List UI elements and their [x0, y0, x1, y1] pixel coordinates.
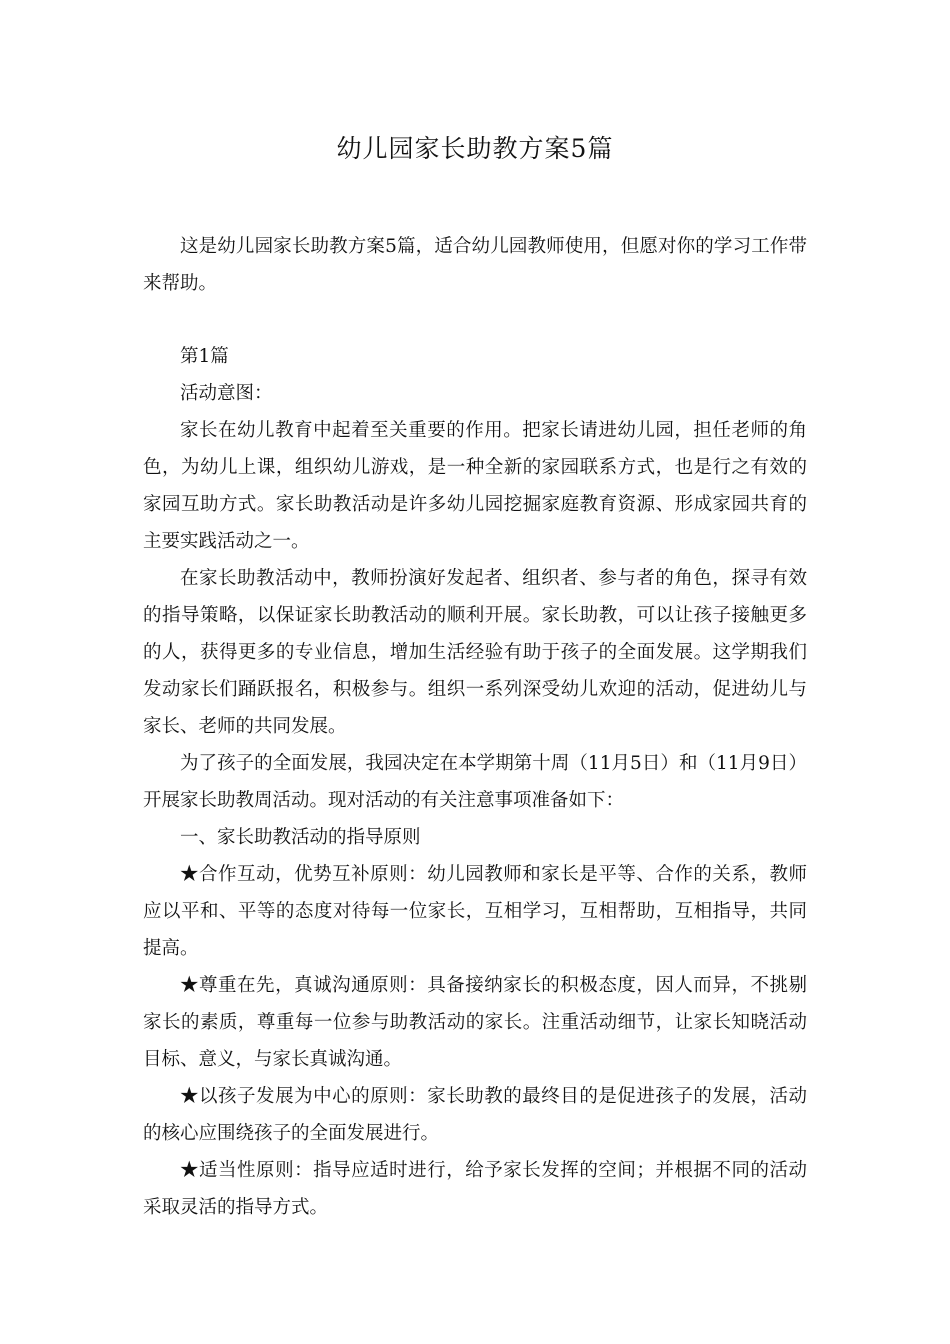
intro-section — [143, 228, 807, 302]
body-section — [143, 338, 807, 1226]
body-paragraph: 在家长助教活动中，教师扮演好发起者、组织者、参与者的角色，探寻有效的指导策略，以保证家长助教活动的顺利开展。家长助教，可以让孩子接触更多的人，获得更多的专业信息，增加生活经验有助于孩子的全面发展。这学期我们发动家长们踊跃报名，积极参与。组织一系列深受幼儿欢迎的活动，促进幼儿与家长、老师的共同发展。 — [143, 568, 807, 737]
document-title: 幼儿园家长助教方案5篇 — [336, 134, 614, 163]
body-paragraph: 家长在幼儿教育中起着至关重要的作用。把家长请进幼儿园，担任老师的角色，为幼儿上课，组织幼儿游戏，是一种全新的家园联系方式，也是行之有效的家园互助方式。家长助教活动是许多幼儿园挖掘家庭教育资源、形成家园共育的主要实践活动之一。 — [143, 420, 807, 552]
subheading-activity-intent: 活动意图： — [180, 383, 273, 404]
intro-paragraph: 这是幼儿园家长助教方案5篇，适合幼儿园教师使用，但愿对你的学习工作带来帮助。 — [143, 236, 807, 294]
principle-item: ★尊重在先，真诚沟通原则：具备接纳家长的积极态度，因人而异，不挑剔家长的素质，尊重每一位参与助教活动的家长。注重活动细节，让家长知晓活动目标、意义，与家长真诚沟通。 — [143, 975, 807, 1070]
body-paragraph: 为了孩子的全面发展，我园决定在本学期第十周（11月5日）和（11月9日）开展家长助教周活动。现对活动的有关注意事项准备如下： — [143, 753, 807, 811]
principle-item: ★适当性原则：指导应适时进行，给予家长发挥的空间；并根据不同的活动采取灵活的指导方式。 — [143, 1160, 807, 1218]
principle-item: ★合作互动，优势互补原则：幼儿园教师和家长是平等、合作的关系，教师应以平和、平等的态度对待每一位家长，互相学习，互相帮助，互相指导，共同提高。 — [143, 864, 807, 959]
subheading-guiding-principles: 一、家长助教活动的指导原则 — [180, 827, 421, 848]
section-heading-part-1: 第1篇 — [180, 346, 229, 367]
principle-item: ★以孩子发展为中心的原则：家长助教的最终目的是促进孩子的发展，活动的核心应围绕孩子的全面发展进行。 — [143, 1086, 807, 1144]
